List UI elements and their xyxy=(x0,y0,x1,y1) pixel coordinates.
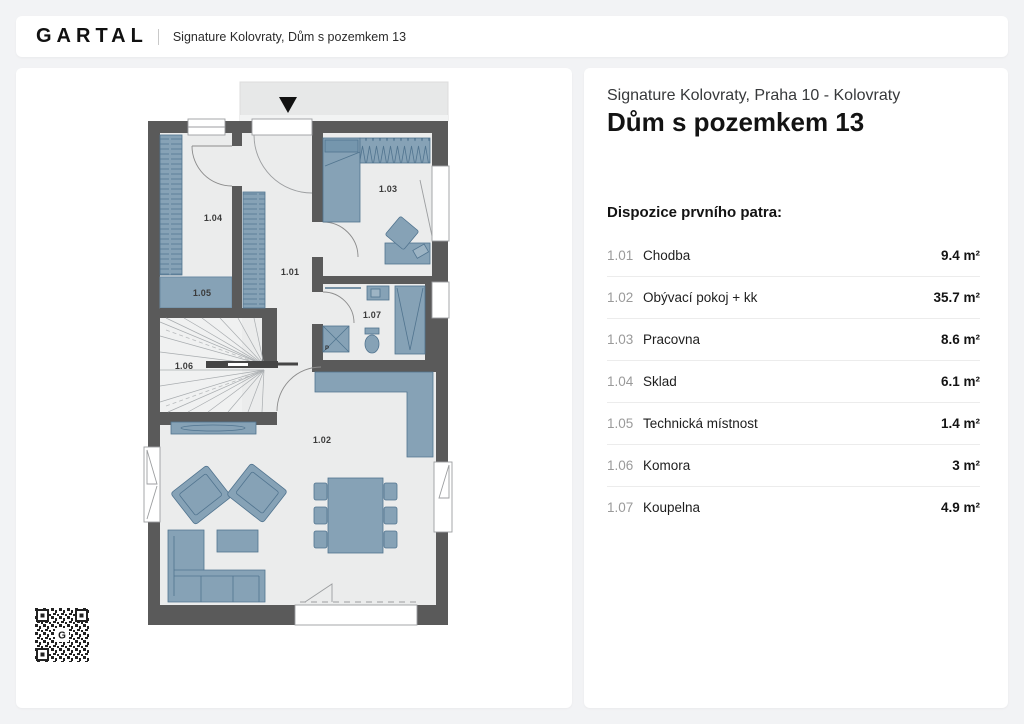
room-row-103 xyxy=(607,319,980,361)
room-code: 1.02 xyxy=(607,290,634,306)
entrance-porch xyxy=(240,82,448,121)
header-divider xyxy=(158,29,159,45)
room-name: Koupelna xyxy=(643,500,701,516)
wardrobe-101 xyxy=(243,192,265,308)
room-area: 35.7 m² xyxy=(933,290,980,306)
room-area: 3 m² xyxy=(952,458,980,474)
room-area: 1.4 m² xyxy=(940,416,980,432)
room-area: 6.1 m² xyxy=(940,374,980,390)
wardrobe-104 xyxy=(160,135,182,275)
room-label-101: 1.01 xyxy=(280,267,300,277)
qr-code xyxy=(35,608,89,662)
room-row-107 xyxy=(607,487,980,528)
breadcrumb: Signature Kolovraty, Dům s pozemkem 13 xyxy=(172,29,407,44)
room-name: Sklad xyxy=(643,374,677,390)
room-label-102: 1.02 xyxy=(312,435,332,445)
sliding-door xyxy=(295,605,417,625)
header-bar xyxy=(16,16,1008,57)
room-row-101 xyxy=(607,235,980,277)
bathtub xyxy=(395,286,425,354)
room-area: 4.9 m² xyxy=(940,500,980,516)
wardrobe-103 xyxy=(360,138,430,163)
room-row-106 xyxy=(607,445,980,487)
room-code: 1.03 xyxy=(607,332,634,348)
room-label-107: 1.07 xyxy=(362,310,382,320)
room-label-103: 1.03 xyxy=(378,184,398,194)
toilet xyxy=(365,328,379,334)
floorplan-drawing xyxy=(16,68,572,708)
sideboard xyxy=(171,422,256,434)
room-row-105 xyxy=(607,403,980,445)
room-code: 1.06 xyxy=(607,458,634,474)
listing-location: Signature Kolovraty, Praha 10 - Kolovraty xyxy=(607,87,901,104)
room-list xyxy=(607,235,980,528)
coffee-table xyxy=(217,530,258,552)
entrance-door xyxy=(252,119,312,135)
listing-title: Dům s pozemkem 13 xyxy=(607,107,865,138)
room-label-106: 1.06 xyxy=(174,361,194,371)
room-area: 9.4 m² xyxy=(940,248,980,264)
dining-table xyxy=(328,478,383,553)
room-name: Technická místnost xyxy=(643,416,758,432)
room-name: Pracovna xyxy=(643,332,701,348)
room-name: Obývací pokoj + kk xyxy=(643,290,758,306)
shower-mark: P xyxy=(324,346,330,352)
room-code: 1.07 xyxy=(607,500,634,516)
room-label-104: 1.04 xyxy=(203,213,223,223)
room-area: 8.6 m² xyxy=(940,332,980,348)
details-panel xyxy=(584,68,1008,708)
room-code: 1.05 xyxy=(607,416,634,432)
gartal-logo[interactable]: GARTAL xyxy=(36,25,148,47)
room-code: 1.04 xyxy=(607,374,634,390)
section-heading: Dispozice prvního patra: xyxy=(607,204,783,222)
room-label-105: 1.05 xyxy=(192,288,212,298)
floorplan-panel xyxy=(16,68,572,708)
room-code: 1.01 xyxy=(607,248,634,264)
room-name: Chodba xyxy=(643,248,691,264)
room-row-102 xyxy=(607,277,980,319)
qr-center-letter: G xyxy=(58,630,66,642)
room-name: Komora xyxy=(643,458,691,474)
room-row-104 xyxy=(607,361,980,403)
